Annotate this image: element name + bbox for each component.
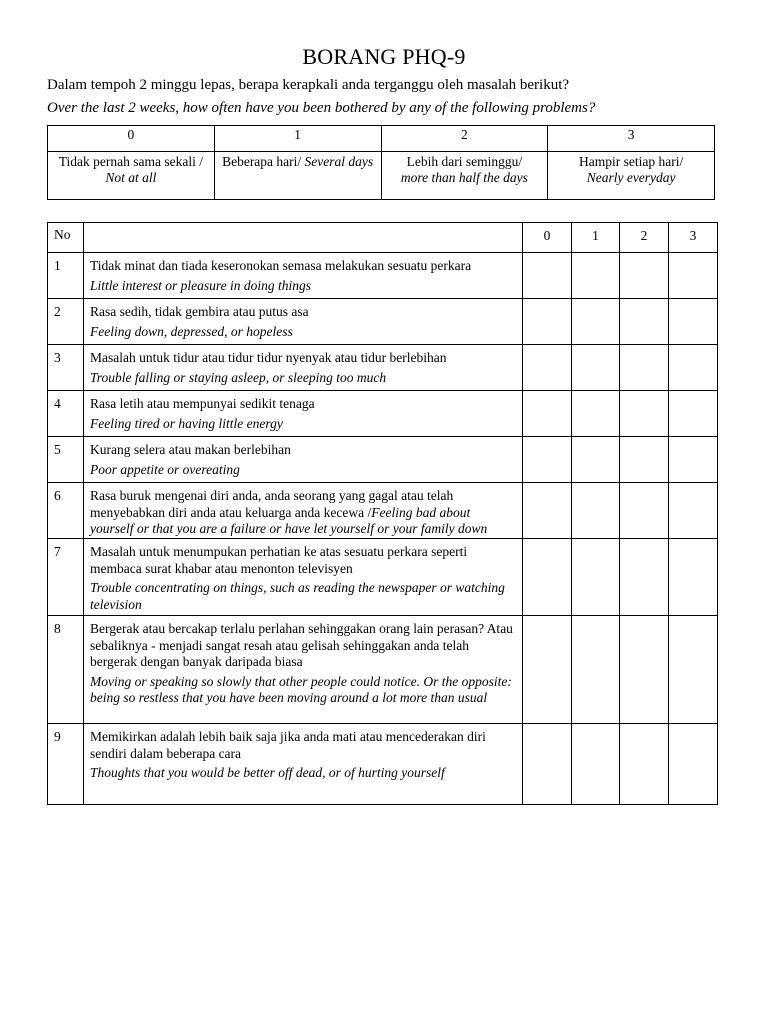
question-row-7 (48, 539, 718, 616)
response-scale-table (47, 125, 715, 200)
question-text (84, 299, 523, 345)
question-english: Feeling bad about yourself or that you are a failure or have let yourself or your family down (90, 504, 488, 536)
scale-label-2 (381, 152, 548, 200)
answer-cell-0[interactable] (523, 483, 572, 539)
instruction-malay: Dalam tempoh 2 minggu lepas, berapa kerapkali anda terganggu oleh masalah berikut? (47, 77, 570, 93)
table-header-row (48, 223, 718, 253)
scale-label-english: Not at all (105, 170, 157, 185)
question-number: 8 (48, 616, 84, 724)
answer-cell-1[interactable] (572, 253, 620, 299)
answer-cell-0[interactable] (523, 391, 572, 437)
question-malay: Memikirkan adalah lebih baik saja jika anda mati atau mencederakan diri sendiri dalam beberapa cara (90, 729, 486, 761)
question-malay: Rasa letih atau mempunyai sedikit tenaga (90, 396, 315, 411)
answer-cell-1[interactable] (572, 539, 620, 616)
answer-cell-2[interactable] (620, 616, 669, 724)
question-text (84, 616, 523, 724)
header-no: No (48, 223, 84, 253)
question-text (84, 437, 523, 483)
answer-cell-1[interactable] (572, 345, 620, 391)
question-text (84, 253, 523, 299)
answer-cell-0[interactable] (523, 253, 572, 299)
question-row-1 (48, 253, 718, 299)
question-malay: Masalah untuk menumpukan perhatian ke atas sesuatu perkara seperti membaca surat khabar atau menonton televisyen (90, 544, 468, 576)
answer-cell-3[interactable] (669, 724, 718, 805)
answer-cell-3[interactable] (669, 437, 718, 483)
answer-cell-0[interactable] (523, 299, 572, 345)
scale-label-0 (48, 152, 215, 200)
question-number: 1 (48, 253, 84, 299)
scale-value-0: 0 (48, 126, 215, 152)
answer-cell-0[interactable] (523, 616, 572, 724)
scale-label-malay: Beberapa hari/ (222, 154, 302, 169)
question-row-6 (48, 483, 718, 539)
question-number: 4 (48, 391, 84, 437)
answer-cell-0[interactable] (523, 345, 572, 391)
scale-label-english: Several days (304, 154, 374, 169)
header-score-1: 1 (572, 223, 620, 253)
answer-cell-3[interactable] (669, 483, 718, 539)
answer-cell-1[interactable] (572, 483, 620, 539)
question-malay: Rasa sedih, tidak gembira atau putus asa (90, 304, 309, 319)
question-malay: Masalah untuk tidur atau tidur tidur nyenyak atau tidur berlebihan (90, 350, 447, 365)
question-number: 3 (48, 345, 84, 391)
scale-label-1 (214, 152, 381, 200)
question-text (84, 391, 523, 437)
answer-cell-0[interactable] (523, 437, 572, 483)
question-row-8 (48, 616, 718, 724)
scale-value-1: 1 (214, 126, 381, 152)
question-text (84, 483, 523, 539)
answer-cell-3[interactable] (669, 345, 718, 391)
question-row-3 (48, 345, 718, 391)
scale-label-english: Nearly everyday (586, 170, 676, 185)
question-text (84, 345, 523, 391)
question-number: 5 (48, 437, 84, 483)
question-english: Little interest or pleasure in doing things (90, 277, 311, 293)
question-text (84, 539, 523, 616)
scale-label-malay: Hampir setiap hari/ (579, 154, 684, 169)
answer-cell-2[interactable] (620, 724, 669, 805)
answer-cell-3[interactable] (669, 253, 718, 299)
header-score-0: 0 (523, 223, 572, 253)
answer-cell-2[interactable] (620, 437, 669, 483)
question-malay: Kurang selera atau makan berlebihan (90, 442, 291, 457)
scale-value-2: 2 (381, 126, 548, 152)
question-malay: Bergerak atau bercakap terlalu perlahan sehinggakan orang lain perasan? Atau sebaliknya - menjadi sangat resah atau gelisah sehinggakan anda telah bergerak dengan banyak daripada biasa (90, 621, 513, 669)
answer-cell-2[interactable] (620, 253, 669, 299)
answer-cell-2[interactable] (620, 345, 669, 391)
header-score-2: 2 (620, 223, 669, 253)
question-row-2 (48, 299, 718, 345)
question-english: Poor appetite or overeating (90, 461, 240, 477)
instruction-english: Over the last 2 weeks, how often have you been bothered by any of the following problems? (47, 100, 596, 116)
form-title: BORANG PHQ-9 (302, 44, 466, 69)
answer-cell-1[interactable] (572, 616, 620, 724)
answer-cell-1[interactable] (572, 391, 620, 437)
question-english: Trouble falling or staying asleep, or sleeping too much (90, 369, 387, 385)
question-number: 7 (48, 539, 84, 616)
question-row-4 (48, 391, 718, 437)
answer-cell-3[interactable] (669, 391, 718, 437)
header-question (84, 223, 523, 253)
question-number: 9 (48, 724, 84, 805)
answer-cell-1[interactable] (572, 724, 620, 805)
question-english: Feeling tired or having little energy (90, 415, 283, 431)
question-english: Trouble concentrating on things, such as reading the newspaper or watching television (90, 580, 505, 612)
answer-cell-3[interactable] (669, 299, 718, 345)
answer-cell-3[interactable] (669, 539, 718, 616)
questions-table (47, 222, 718, 805)
question-english: Feeling down, depressed, or hopeless (90, 323, 293, 339)
question-row-5 (48, 437, 718, 483)
header-score-3: 3 (669, 223, 718, 253)
scale-label-3 (548, 152, 715, 200)
answer-cell-0[interactable] (523, 724, 572, 805)
scale-value-3: 3 (548, 126, 715, 152)
answer-cell-0[interactable] (523, 539, 572, 616)
scale-label-malay: Lebih dari seminggu/ (406, 154, 523, 169)
answer-cell-2[interactable] (620, 483, 669, 539)
question-english: Thoughts that you would be better off dead, or of hurting yourself (90, 765, 445, 780)
answer-cell-1[interactable] (572, 299, 620, 345)
answer-cell-1[interactable] (572, 437, 620, 483)
answer-cell-2[interactable] (620, 539, 669, 616)
question-english: Moving or speaking so slowly that other people could notice. Or the opposite: being so restless that you have been moving around a lot more than usual (90, 673, 512, 705)
question-malay: Tidak minat dan tiada keseronokan semasa melakukan sesuatu perkara (90, 258, 472, 273)
scale-label-malay: Tidak pernah sama sekali / (58, 154, 203, 169)
question-row-9 (48, 724, 718, 805)
question-text (84, 724, 523, 805)
answer-cell-2[interactable] (620, 299, 669, 345)
question-number: 2 (48, 299, 84, 345)
scale-label-english: more than half the days (400, 170, 528, 185)
answer-cell-2[interactable] (620, 391, 669, 437)
answer-cell-3[interactable] (669, 616, 718, 724)
question-number: 6 (48, 483, 84, 539)
question-malay: Rasa buruk mengenai diri anda, anda seorang yang gagal atau telah menyebabkan diri anda atau keluarga anda kecewa / (90, 488, 454, 520)
